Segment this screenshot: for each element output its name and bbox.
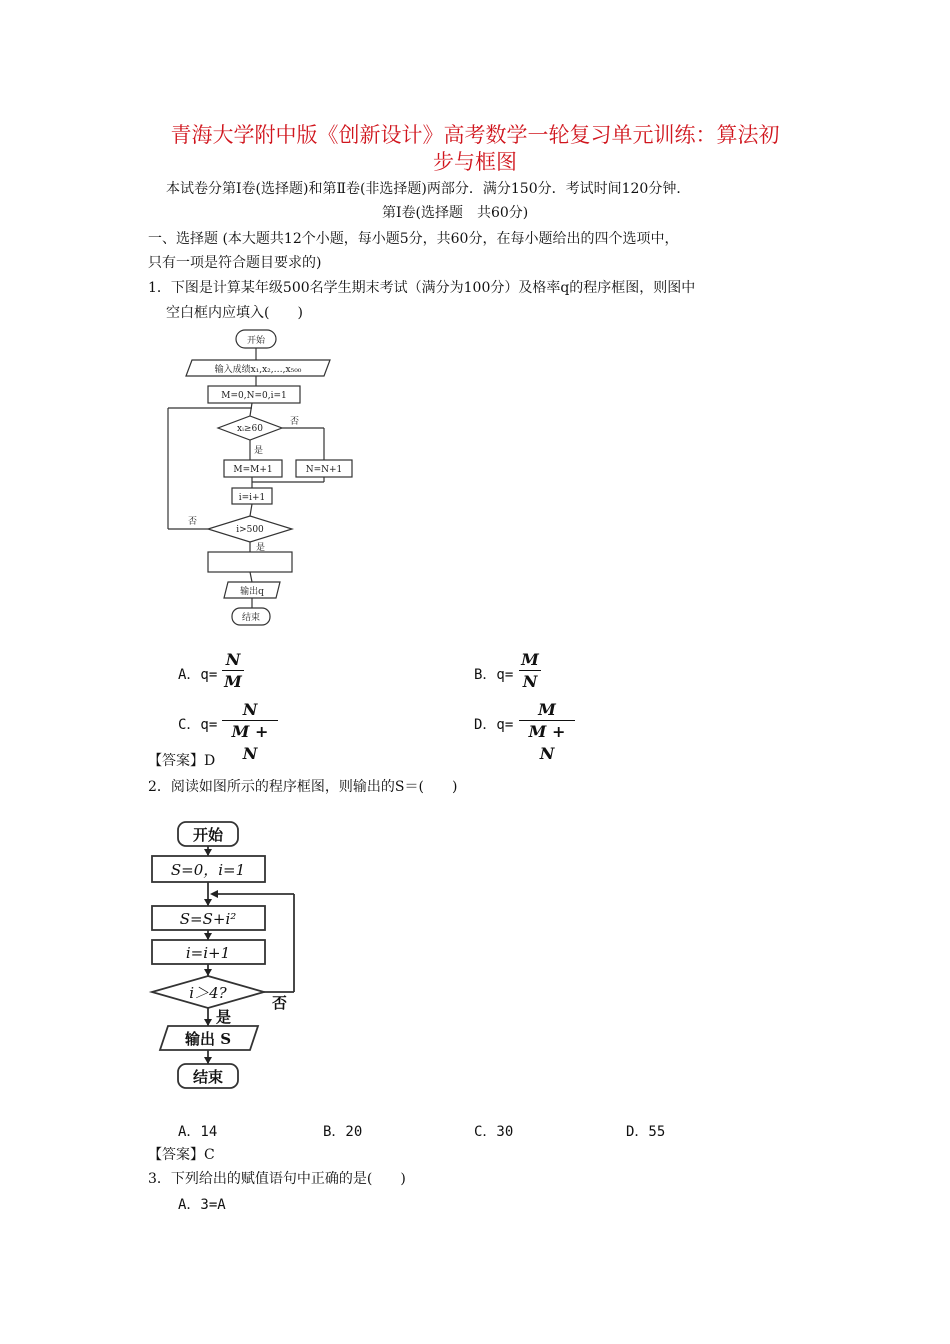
q1-answer: 【答案】D [148, 753, 216, 769]
flow2-end-label: 结束 [192, 1068, 224, 1086]
q2-option-c: C．30 [474, 1124, 514, 1140]
flow1-no2-label: 否 [188, 517, 198, 527]
q1-option-c-denominator: M + N [231, 722, 269, 763]
flow1-start-label: 开始 [246, 336, 266, 346]
q1-option-b-label: B．q= [474, 667, 514, 683]
q1-option-c-numerator: N [242, 700, 258, 719]
question-3-text: 3．下列给出的赋值语句中正确的是( ) [148, 1171, 406, 1187]
q1-option-d-denominator: M + N [528, 722, 566, 763]
section-heading-continued: 只有一项是符合题目要求的) [148, 255, 322, 271]
flow1-mplus-label: M=M+1 [233, 465, 273, 475]
q1-option-b-denominator: N [522, 672, 538, 691]
flow2-output-label: 输出 S [184, 1030, 232, 1048]
page-title-continued: 步与框图 [433, 150, 517, 174]
q1-option-c-label: C．q= [178, 717, 218, 733]
flow2-cond-label: i＞4? [189, 984, 227, 1002]
flow1-init-label: M=0,N=0,i=1 [221, 391, 287, 401]
exam-intro: 本试卷分第Ⅰ卷(选择题)和第Ⅱ卷(非选择题)两部分．满分150分．考试时间120分钟． [166, 181, 691, 197]
q2-option-b: B．20 [323, 1124, 363, 1140]
flowchart-2 [140, 810, 310, 1095]
q1-option-a-label: A．q= [178, 667, 218, 683]
flow1-empty-box [208, 552, 292, 572]
q1-option-b-fraction [519, 650, 541, 693]
question-2-text: 2．阅读如图所示的程序框图，则输出的S＝( ) [148, 779, 458, 795]
q1-option-c-fraction [222, 700, 278, 765]
flow2-start-label: 开始 [192, 826, 224, 844]
flow1-end-label: 结束 [241, 613, 261, 623]
flow1-incr-label: i=i+1 [238, 493, 266, 503]
q1-option-b-numerator: M [521, 650, 539, 669]
q1-option-a-fraction [222, 650, 244, 693]
flow2-no-label: 否 [272, 994, 288, 1012]
flow2-yes-label: 是 [216, 1008, 232, 1026]
flow1-yes1-label: 是 [254, 446, 264, 456]
q2-answer: 【答案】C [148, 1147, 215, 1163]
flow1-nplus-label: N=N+1 [305, 465, 343, 475]
flow1-cond1-label: xᵢ≥60 [237, 424, 263, 434]
question-1-text-continued: 空白框内应填入( ) [166, 305, 303, 321]
page-title: 青海大学附中版《创新设计》高考数学一轮复习单元训练：算法初 [170, 123, 780, 147]
q2-option-d: D．55 [626, 1124, 666, 1140]
flowchart-1 [160, 320, 380, 635]
q1-option-d-label: D．q= [474, 717, 514, 733]
q1-option-d-numerator: M [538, 700, 556, 719]
flow2-incr-label: i=i+1 [185, 944, 231, 962]
q1-option-a-denominator: M [224, 672, 242, 691]
flow1-yes2-label: 是 [256, 543, 266, 553]
q3-option-a: A．3=A [178, 1197, 226, 1213]
flow2-assign-label: S=S+i² [179, 910, 237, 928]
question-1-text: 1．下图是计算某年级500名学生期末考试（满分为100分）及格率q的程序框图，则图中 [148, 280, 696, 296]
section-heading: 一、选择题 (本大题共12个小题，每小题5分，共60分，在每小题给出的四个选项中， [148, 231, 679, 247]
q1-option-a-numerator: N [225, 650, 241, 669]
flow1-input-label: 输入成绩x₁,x₂,…,x₅₀₀ [214, 365, 302, 375]
flow2-init-label: S=0，i=1 [170, 861, 246, 879]
part-heading: 第Ⅰ卷(选择题 共60分) [382, 205, 529, 221]
flow1-cond2-label: i>500 [236, 525, 264, 535]
flow1-no1-label: 否 [290, 417, 300, 427]
q2-option-a: A．14 [178, 1124, 218, 1140]
flow1-output-label: 输出q [240, 587, 264, 597]
q1-option-d-fraction [519, 700, 575, 765]
